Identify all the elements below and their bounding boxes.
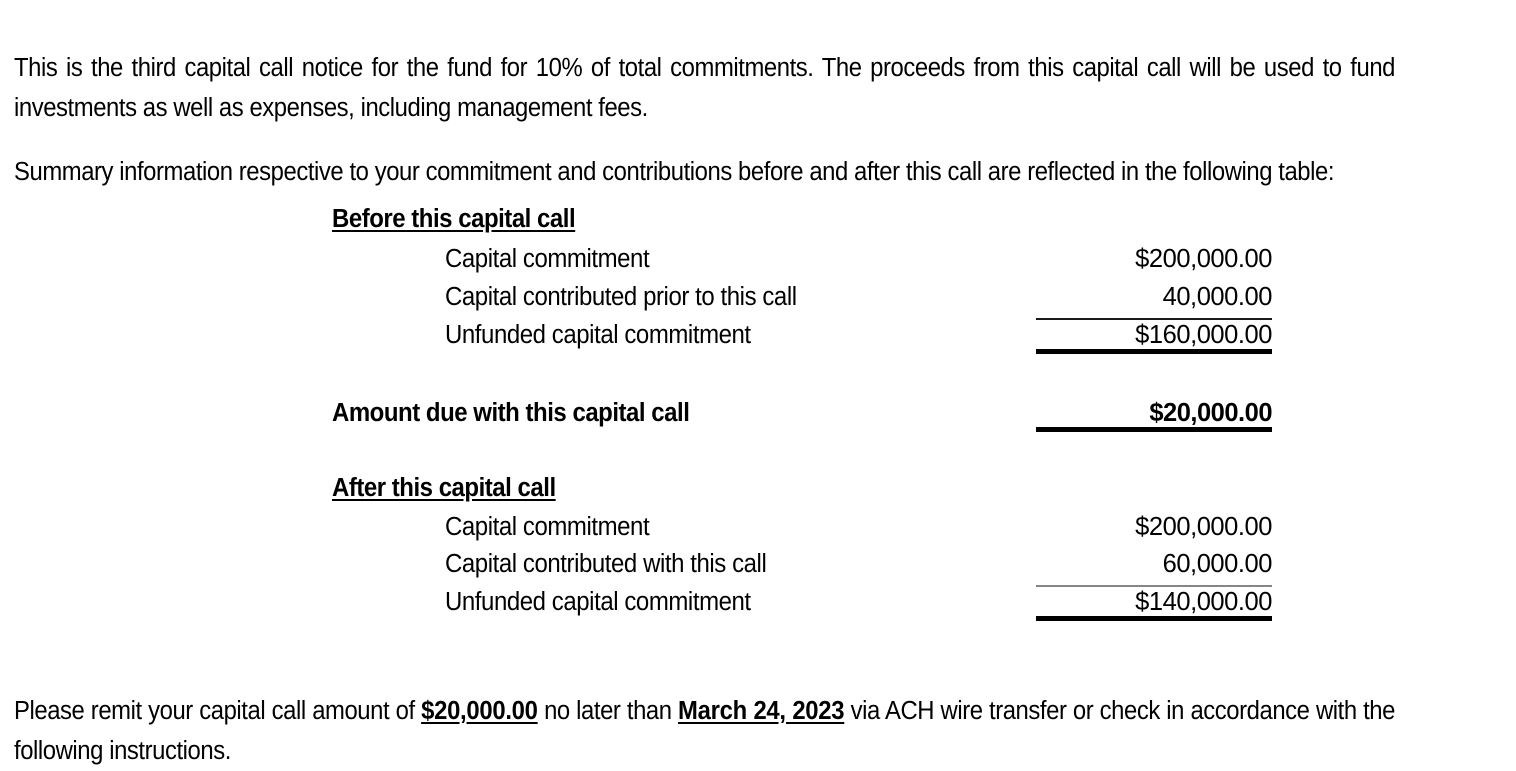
table-row-value: 40,000.00: [1162, 283, 1272, 311]
table-row-value: $160,000.00: [1135, 321, 1272, 349]
table-row-label: Capital commitment: [445, 513, 650, 541]
table-row-value: 60,000.00: [1162, 550, 1272, 578]
amount-due-rule: [1036, 427, 1272, 432]
after-section-heading: After this capital call: [332, 474, 556, 502]
remittance-paragraph: [14, 691, 1395, 771]
table-row-label: Capital commitment: [445, 245, 650, 273]
remit-text-part-3: via ACH wire transfer or check in accordance with the following instructions.: [14, 696, 1395, 765]
remit-text-part-1: Please remit your capital call amount of: [14, 696, 422, 725]
remit-amount: $20,000.00: [421, 696, 538, 725]
subtotal-rule: [1036, 585, 1272, 587]
table-row-value: $200,000.00: [1135, 513, 1272, 541]
table-row-label: Unfunded capital commitment: [445, 321, 751, 349]
before-section-heading: Before this capital call: [332, 205, 576, 233]
intro-paragraph: This is the third capital call notice for the fund for 10% of total commitments. The proceeds from this capital call will be used to fund investments as well as expenses, including management fees.: [14, 53, 1395, 122]
subtotal-rule: [1036, 318, 1272, 320]
table-row-value: $140,000.00: [1135, 588, 1272, 616]
amount-due-value: $20,000.00: [1149, 399, 1272, 427]
table-row-label: Capital contributed with this call: [445, 550, 767, 578]
total-rule: [1036, 349, 1272, 354]
table-row-label: Unfunded capital commitment: [445, 588, 751, 616]
amount-due-label: Amount due with this capital call: [332, 399, 690, 427]
remit-due-date: March 24, 2023: [678, 696, 845, 725]
table-row-value: $200,000.00: [1135, 245, 1272, 273]
table-row-label: Capital contributed prior to this call: [445, 283, 797, 311]
remit-text-part-2: no later than: [537, 696, 679, 725]
total-rule: [1036, 616, 1272, 621]
summary-paragraph: Summary information respective to your commitment and contributions before and after this call are reflected in the following table:: [14, 157, 1335, 186]
